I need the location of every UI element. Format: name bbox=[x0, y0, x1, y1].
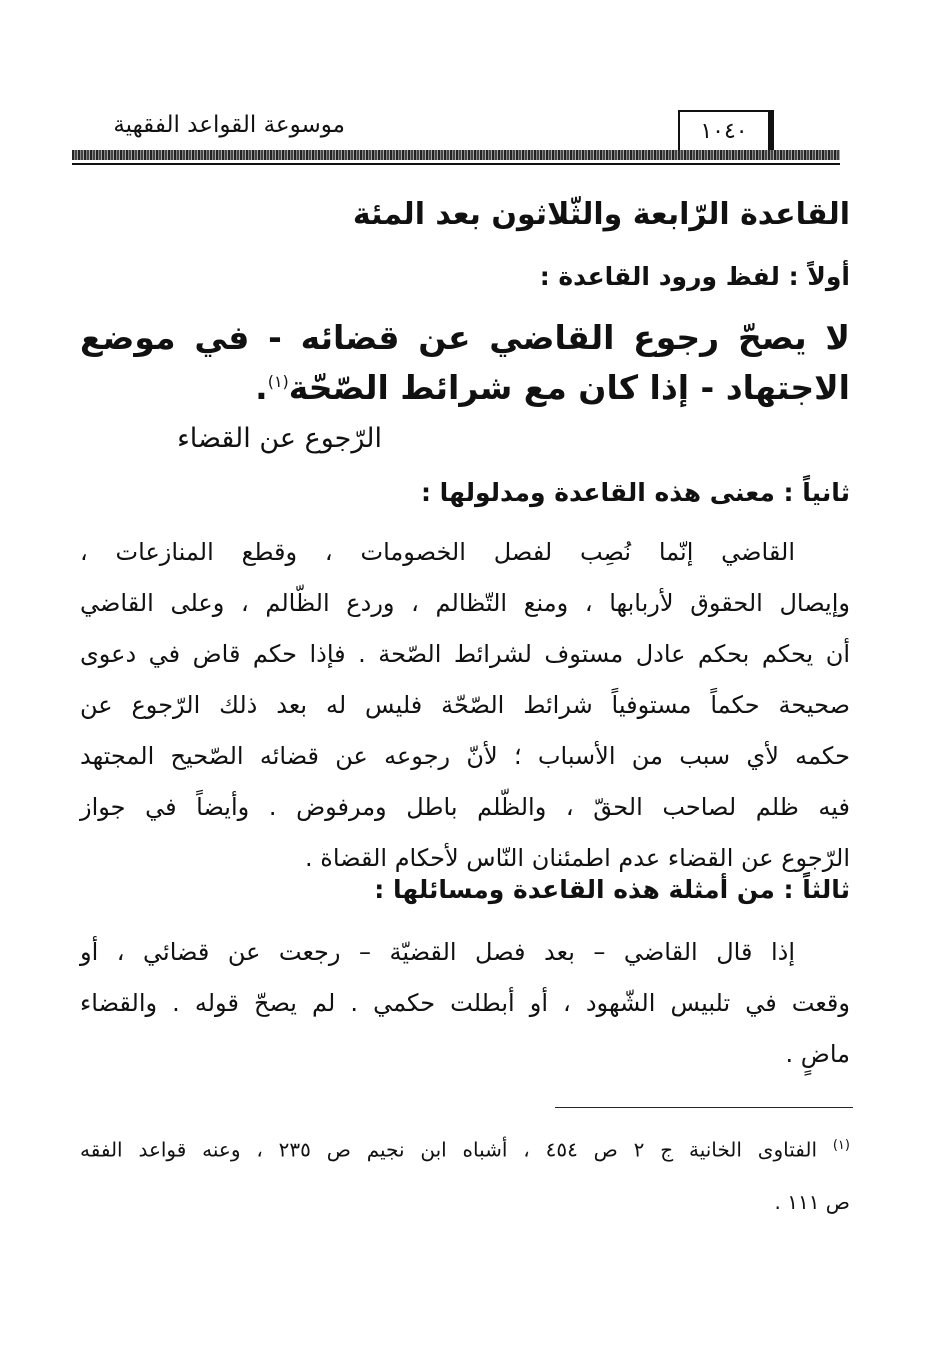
section1-title: أولاً : لفظ ورود القاعدة : bbox=[539, 262, 850, 291]
paragraph-line: إذا قال القاضي – بعد فصل القضيّة – رجعت عن قضائي ، أو bbox=[80, 938, 795, 966]
rule-text-line-2 bbox=[80, 368, 850, 407]
footnote-mark: (١) bbox=[832, 1138, 850, 1153]
footnote-line-text: الفتاوى الخانية ج ٢ ص ٤٥٤ ، أشباه ابن نجيم ص ٢٣٥ ، وعنه قواعد الفقه bbox=[80, 1137, 817, 1162]
paragraph-line: القاضي إنّما نُصِب لفصل الخصومات ، وقطع المنازعات ، bbox=[80, 538, 795, 566]
paragraph-line: وإيصال الحقوق لأربابها ، ومنع التّظالم ، وردع الظّالم ، وعلى القاضي bbox=[80, 589, 850, 617]
section2-title: ثانياً : معنى هذه القاعدة ومدلولها : bbox=[420, 478, 850, 507]
section3-title: ثالثاً : من أمثلة هذه القاعدة ومسائلها : bbox=[374, 875, 850, 904]
paragraph-line: ماضٍ . bbox=[785, 1040, 850, 1068]
paragraph-line: وقعت في تلبيس الشّهود ، أو أبطلت حكمي . لم يصحّ قوله . والقضاء bbox=[80, 989, 850, 1017]
rule-subject: الرّجوع عن القضاء bbox=[177, 423, 382, 454]
paragraph-line: الرّجوع عن القضاء عدم اطمئنان النّاس لأحكام القضاة . bbox=[304, 844, 850, 872]
section2-paragraph bbox=[80, 527, 850, 884]
header-divider bbox=[72, 163, 840, 165]
book-title: موسوعة القواعد الفقهية bbox=[113, 112, 345, 138]
header-band bbox=[72, 150, 840, 160]
paragraph-line: حكمه لأي سبب من الأسباب ؛ لأنّ رجوعه عن قضائه الصّحيح المجتهد bbox=[80, 742, 850, 770]
paragraph-line: صحيحة حكماً مستوفياً شرائط الصّحّة فليس له بعد ذلك الرّجوع عن bbox=[80, 691, 850, 719]
section3-paragraph bbox=[80, 927, 850, 1080]
footnote-divider bbox=[555, 1107, 853, 1108]
paragraph-line: أن يحكم بحكم عادل مستوف لشرائط الصّحة . فإذا حكم قاض في دعوى bbox=[80, 640, 850, 668]
footnote-ref: (١) bbox=[267, 372, 289, 391]
footnote-line bbox=[80, 1120, 850, 1176]
rule-text-line-1: لا يصحّ رجوع القاضي عن قضائه - في موضع bbox=[80, 318, 850, 357]
rule-end-mark: . bbox=[255, 368, 268, 407]
footnote bbox=[80, 1120, 850, 1228]
footnote-line: ص ١١١ . bbox=[774, 1189, 850, 1214]
paragraph-line: فيه ظلم لصاحب الحقّ ، والظّلم باطل ومرفوض . وأيضاً في جواز bbox=[80, 793, 850, 821]
rule-heading: القاعدة الرّابعة والثّلاثون بعد المئة bbox=[352, 197, 850, 232]
rule-text-line-2-text: الاجتهاد - إذا كان مع شرائط الصّحّة bbox=[288, 368, 850, 407]
page-number: ١٠٤٠ bbox=[678, 110, 770, 154]
